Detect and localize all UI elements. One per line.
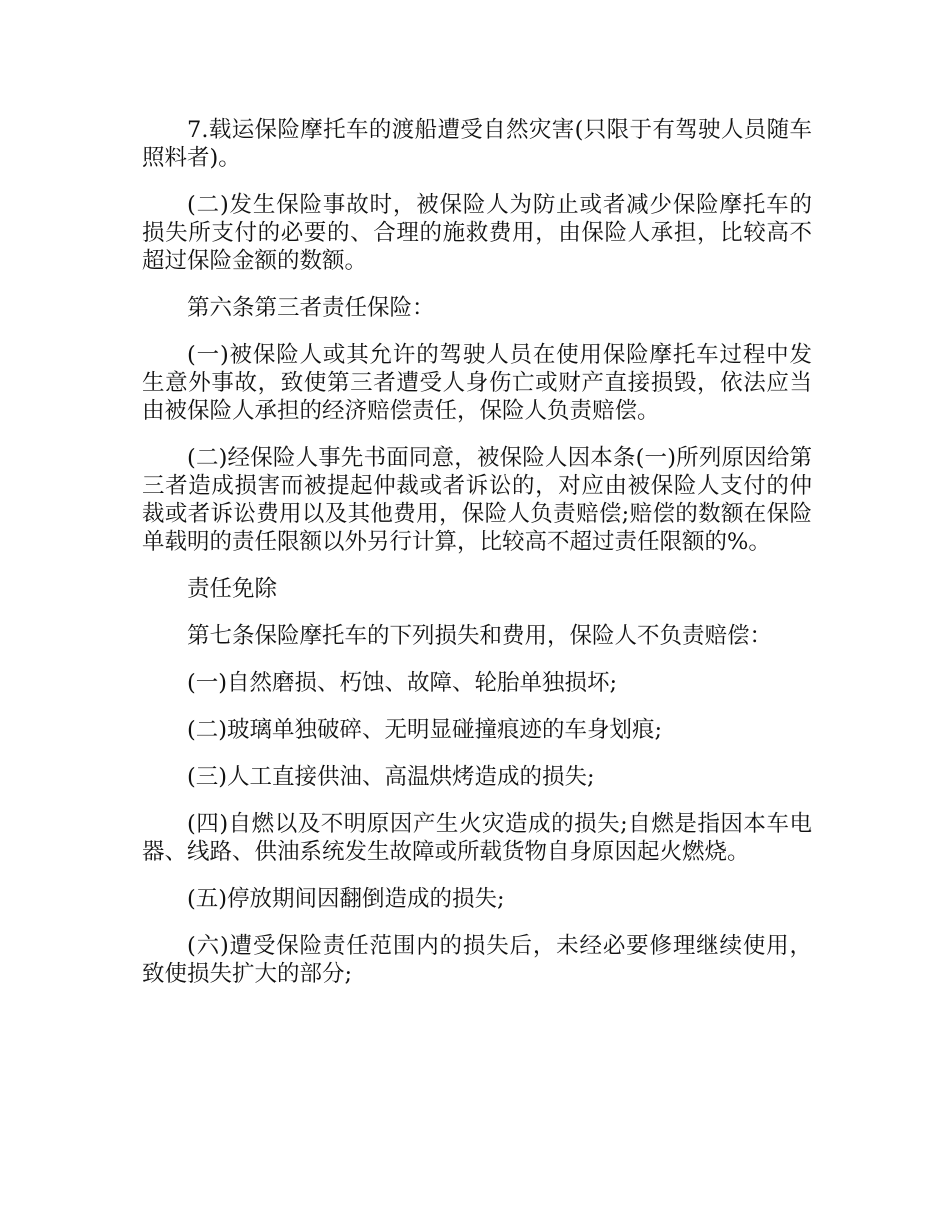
exclusion-item-1: (一)自然磨损、朽蚀、故障、轮胎单独损坏;	[187, 670, 618, 696]
section-heading-article-6: 第六条第三者责任保险：	[187, 295, 435, 321]
exclusion-item-3: (三)人工直接供油、高温烘烤造成的损失;	[187, 764, 595, 790]
exclusion-item-4: (四)自燃以及不明原因产生火灾造成的损失;自燃是指因本车电器、线路、供油系统发生故障或所载货物自身原因起火燃烧。	[142, 811, 812, 865]
paragraph-article-7: 第七条保险摩托车的下列损失和费用，保险人不负责赔偿：	[187, 623, 773, 649]
exclusion-item-2: (二)玻璃单独破碎、无明显碰撞痕迹的车身划痕;	[187, 717, 663, 743]
section-heading-exclusions: 责任免除	[187, 576, 278, 602]
paragraph-third-party-liability: (一)被保险人或其允许的驾驶人员在使用保险摩托车过程中发生意外事故，致使第三者遭受人身伤亡或财产直接损毁，依法应当由被保险人承担的经济赔偿责任，保险人负责赔偿。	[142, 342, 812, 424]
exclusion-item-6: (六)遭受保险责任范围内的损失后，未经必要修理继续使用，致使损失扩大的部分;	[142, 933, 812, 987]
document-page	[142, 116, 812, 1007]
paragraph-item-7-ferry: 7.载运保险摩托车的渡船遭受自然灾害(只限于有驾驶人员随车照料者)。	[142, 117, 812, 171]
paragraph-arbitration-costs: (二)经保险人事先书面同意，被保险人因本条(一)所列原因给第三者造成损害而被提起仲裁或者诉讼的，对应由被保险人支付的仲裁或者诉讼费用以及其他费用，保险人负责赔偿;赔偿的数额在保险单载明的责任限额以外另行计算，比较高不超过责任限额的%。	[142, 445, 812, 555]
exclusion-item-5: (五)停放期间因翻倒造成的损失;	[187, 886, 505, 912]
paragraph-rescue-costs: (二)发生保险事故时，被保险人为防止或者减少保险摩托车的损失所支付的必要的、合理的施救费用，由保险人承担，比较高不超过保险金额的数额。	[142, 192, 812, 274]
